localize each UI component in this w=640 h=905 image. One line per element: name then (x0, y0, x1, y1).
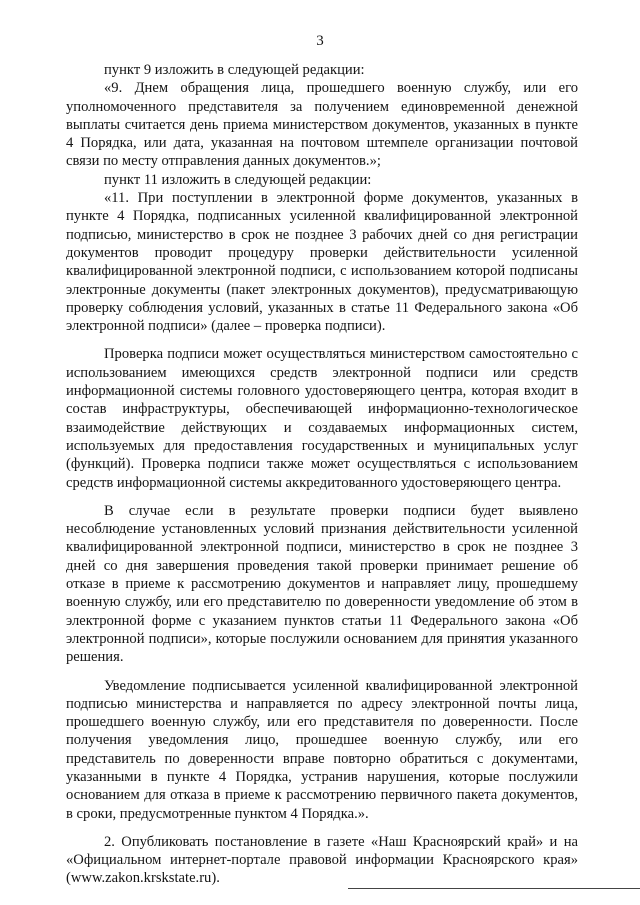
paragraph: «11. При поступлении в электронной форме документов, указанных в пункте 4 Порядка, подписанных усиленной квалифицированной электронной подписью, министерство в срок не позднее 3 рабочих дней со дня регистрации документов проводит процедуру проверки действительности усиленной квалифицированной электронной подписи, с использованием которой подписаны электронные документы (пакет электронных документов), предусматривающую проверку соблюдения условий, указанных в статье 11 Федерального закона «Об электронной подписи» (далее – проверка подписи). (66, 190, 578, 335)
paragraph: Проверка подписи может осуществляться министерством самостоятельно с использованием имеющихся средств электронной подписи или средств информационной системы головного удостоверяющего центра, которая входит в состав инфраструктуры, обеспечивающей информационно-технологическое взаимодействие действующих и создаваемых информационных систем, используемых для предоставления государственных и муниципальных услуг (функций). Проверка подписи также может осуществляться с использованием средств информационной системы аккредитованного удостоверяющего центра. (66, 346, 578, 491)
paragraph: «9. Днем обращения лица, прошедшего военную службу, или его уполномоченного представителя за получением единовременной денежной выплаты считается день приема министерством документов, указанных в пункте 4 Порядка, или дата, указанная на почтовом штемпеле организации почтовой связи по месту отправления данных документов.»; (66, 80, 578, 170)
page-number: 3 (316, 33, 324, 49)
footer-rule (348, 888, 640, 889)
paragraph: пункт 9 изложить в следующей редакции: (104, 62, 365, 78)
paragraph: пункт 11 изложить в следующей редакции: (104, 171, 372, 188)
document-body (66, 61, 578, 888)
paragraph: 2. Опубликовать постановление в газете «Наш Красноярский край» и на «Официальном интернет-портале правовой информации Красноярского края» (www.zakon.krskstate.ru). (66, 833, 578, 887)
paragraph: Уведомление подписывается усиленной квалифицированной электронной подписью министерства и направляется по адресу электронной почты лица, прошедшего военную службу, или его представителя по доверенности. После получения уведомления лицо, прошедшее военную службу, или его представитель по доверенности вправе повторно обратиться с документами, указанными в пункте 4 Порядка, устранив нарушения, которые послужили основанием для отказа в приеме к рассмотрению первичного пакета документов, в сроки, предусмотренные пунктом 4 Порядка.». (66, 677, 578, 822)
paragraph: В случае если в результате проверки подписи будет выявлено несоблюдение установленных условий признания действительности усиленной квалифицированной электронной подписи, министерство в срок не позднее 3 дней со дня завершения проведения такой проверки принимает решение об отказе в приеме к рассмотрению документов и направляет лицу, прошедшему военную службу, или его представителю по доверенности уведомление об этом в электронной форме с указанием пунктов статьи 11 Федерального закона «Об электронной подписи», которые послужили основанием для принятия указанного решения. (66, 502, 578, 666)
